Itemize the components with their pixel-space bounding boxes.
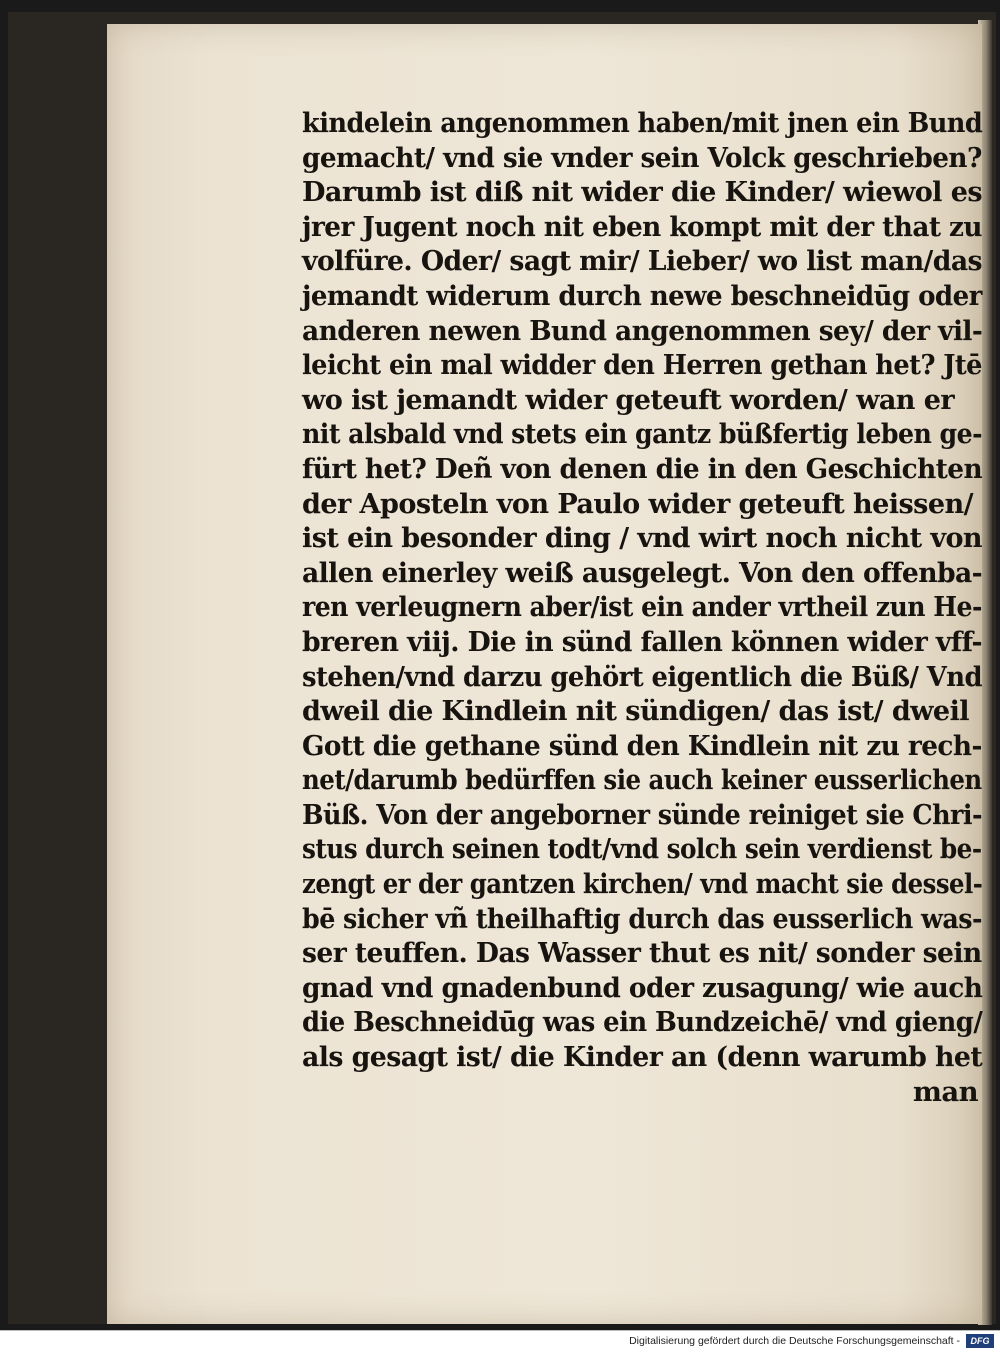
dfg-logo-icon: DFG xyxy=(966,1334,994,1348)
text-line: jrer Jugent noch nit eben kompt mit der that zu xyxy=(302,210,982,243)
text-line: ser teuffen. Das Wasser thut es nit/ sonder sein xyxy=(302,937,982,970)
text-line: als gesagt ist/ die Kinder an (denn warumb het xyxy=(302,1041,983,1074)
text-line: allen einerley weiß ausgelegt. Von den offenba- xyxy=(302,556,983,589)
text-line: gemacht/ vnd sie vnder sein Volck geschrieben? xyxy=(302,141,982,174)
text-line: die Beschneidūg was ein Bundzeichē/ vnd gieng/ xyxy=(302,1006,983,1039)
text-line: ren verleugnern aber/ist ein ander vrtheil zun He- xyxy=(302,591,982,624)
footer-bar xyxy=(0,1330,1000,1353)
text-line: dweil die Kindlein nit sündigen/ das ist/ dweil xyxy=(302,695,969,728)
funding-credit: Digitalisierung gefördert durch die Deutsche Forschungsgemeinschaft - xyxy=(629,1335,960,1347)
text-line: kindelein angenommen haben/mit jnen ein Bund xyxy=(302,107,983,139)
text-line: nit alsbald vnd stets ein gantz büßfertig leben ge- xyxy=(302,418,983,451)
text-line: stehen/vnd darzu gehört eigentlich die Büß/ Vnd xyxy=(302,660,982,693)
catchword: man xyxy=(912,1075,978,1108)
page-text xyxy=(302,106,992,1109)
text-line: jemandt widerum durch newe beschneidūg oder xyxy=(302,279,982,312)
text-line: der Aposteln von Paulo wider geteuft heissen/ xyxy=(302,487,973,520)
text-line: bē sicher vñ theilhaftig durch das eusserlich was- xyxy=(302,902,982,935)
text-line: wo ist jemandt wider geteuft worden/ wan er xyxy=(302,383,955,416)
text-line: gnad vnd gnadenbund oder zusagung/ wie auch xyxy=(302,971,983,1004)
text-line: volfüre. Oder/ sagt mir/ Lieber/ wo list man/das xyxy=(302,245,983,278)
text-line: breren viij. Die in sünd fallen können wider vff- xyxy=(302,625,983,658)
text-line: anderen newen Bund angenommen sey/ der vil- xyxy=(302,314,983,347)
text-line: zengt er der gantzen kirchen/ vnd macht sie dessel- xyxy=(302,868,983,901)
text-line: ist ein besonder ding / vnd wirt noch nicht von xyxy=(302,522,983,555)
text-line: stus durch seinen todt/vnd solch sein verdienst be- xyxy=(302,833,982,866)
text-line: net/darumb bedürffen sie auch keiner eusserlichen xyxy=(302,764,982,797)
text-line: Darumb ist diß nit wider die Kinder/ wiewol es xyxy=(302,176,982,209)
text-line: Büß. Von der angeborner sünde reiniget sie Chri- xyxy=(302,798,983,831)
text-line: fürt het? Deñ von denen die in den Geschichten xyxy=(302,452,983,485)
text-line: Gott die gethane sünd den Kindlein nit zu rech- xyxy=(302,729,982,762)
text-line: leicht ein mal widder den Herren gethan het? Jtē xyxy=(302,349,982,382)
